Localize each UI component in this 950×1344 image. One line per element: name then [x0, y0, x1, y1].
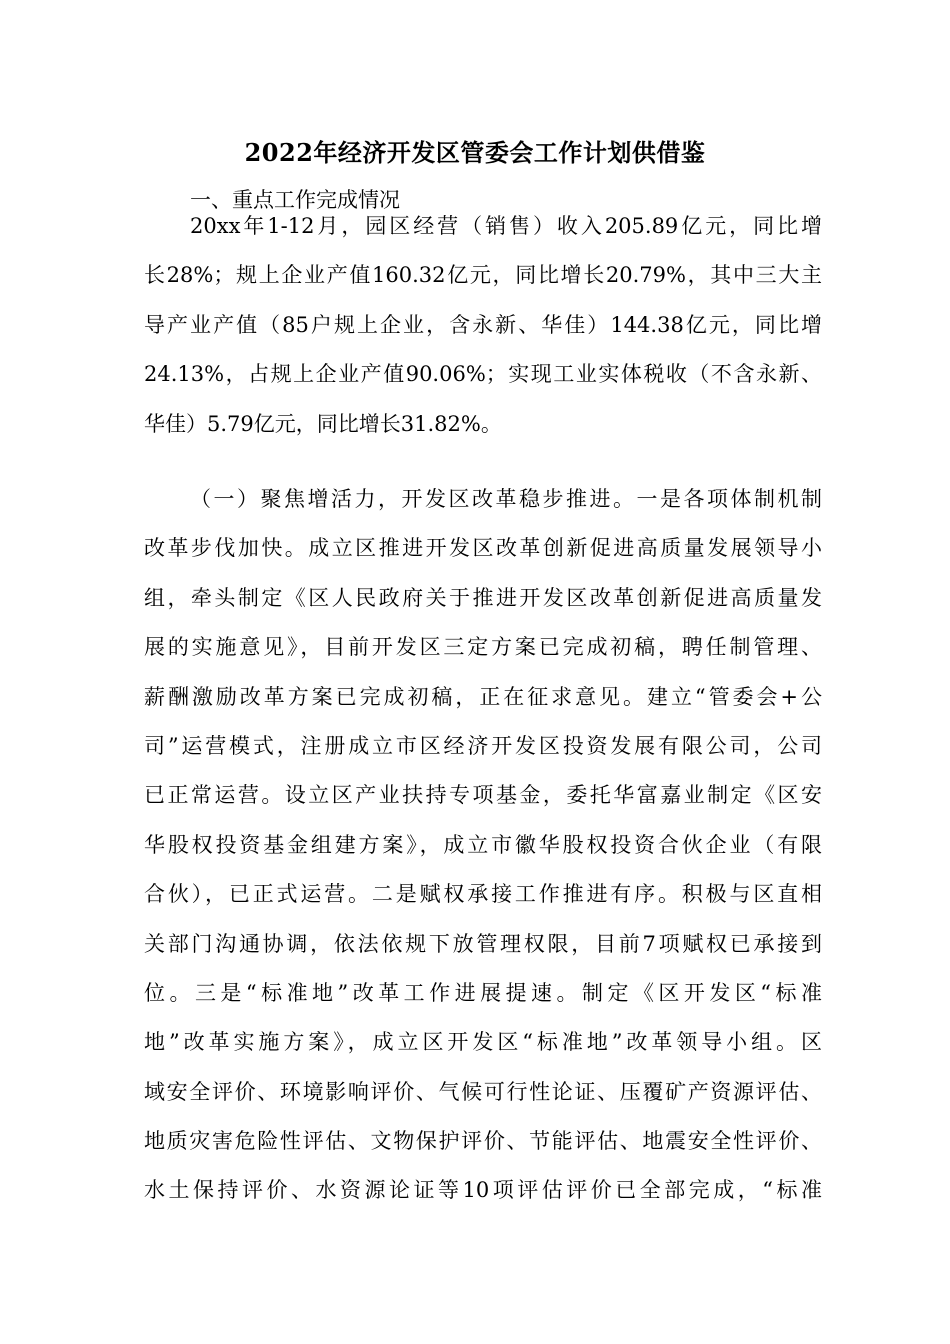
paragraph-line: 水土保持评价、水资源论证等10项评估评价已全部完成，“标准: [144, 1178, 822, 1203]
paragraph-line: 20xx年1-12月，园区经营（销售）收入205.89亿元，同比增: [190, 214, 822, 238]
paragraph-line: 司”运营模式，注册成立市区经济开发区投资发展有限公司，公司: [144, 733, 822, 758]
paragraph-line: 华股权投资基金组建方案》，成立市徽华股权投资合伙企业（有限: [144, 832, 822, 857]
paragraph-line: （一）聚焦增活力，开发区改革稳步推进。一是各项体制机制: [190, 487, 822, 511]
paragraph-line: 薪酬激励改革方案已完成初稿，正在征求意见。建立“管委会+公: [144, 684, 822, 709]
paragraph-line: 导产业产值（85户规上企业，含永新、华佳）144.38亿元，同比增: [144, 312, 822, 337]
paragraph-line: 24.13%，占规上企业产值90.06%；实现工业实体税收（不含永新、: [144, 362, 822, 387]
paragraph-line: 长28%；规上企业产值160.32亿元，同比增长20.79%，其中三大主: [144, 263, 822, 288]
paragraph-line: 关部门沟通协调，依法依规下放管理权限，目前7项赋权已承接到: [144, 931, 822, 956]
paragraph-2: [144, 475, 822, 1216]
section-heading: 一、重点工作完成情况: [190, 188, 400, 212]
paragraph-line: 组，牵头制定《区人民政府关于推进开发区改革创新促进高质量发: [144, 585, 822, 610]
paragraph-line: 域安全评价、环境影响评价、气候可行性论证、压覆矿产资源评估、: [144, 1079, 822, 1104]
document-title: 2022年经济开发区管委会工作计划供借鉴: [244, 138, 706, 167]
paragraph-line: 华佳）5.79亿元，同比增长31.82%。: [144, 411, 502, 436]
paragraph-line: 展的实施意见》，目前开发区三定方案已完成初稿，聘任制管理、: [144, 635, 822, 660]
paragraph-line: 改革步伐加快。成立区推进开发区改革创新促进高质量发展领导小: [144, 536, 822, 561]
paragraph-line: 已正常运营。设立区产业扶持专项基金，委托华富嘉业制定《区安: [144, 783, 822, 808]
paragraph-1: [144, 202, 822, 449]
paragraph-line: 地质灾害危险性评估、文物保护评价、节能评估、地震安全性评价、: [144, 1129, 822, 1154]
paragraph-line: 地”改革实施方案》，成立区开发区“标准地”改革领导小组。区: [144, 1030, 822, 1055]
paragraph-line: 位。三是“标准地”改革工作进展提速。制定《区开发区“标准: [144, 980, 822, 1005]
paragraph-line: 合伙），已正式运营。二是赋权承接工作推进有序。积极与区直相: [144, 882, 822, 907]
